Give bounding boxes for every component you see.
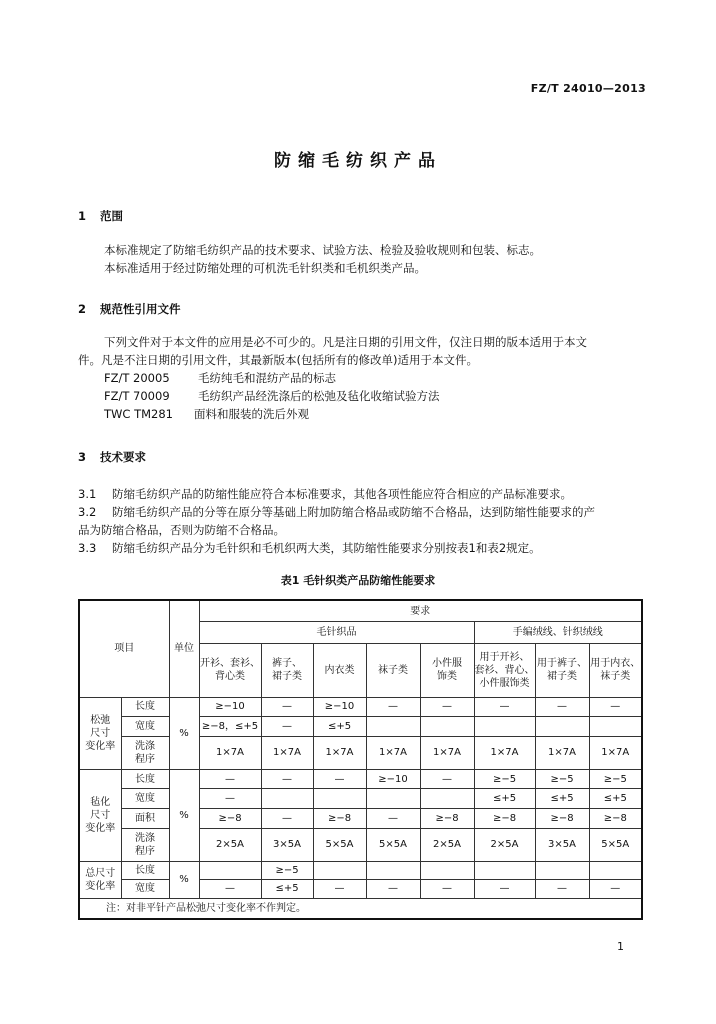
table-row [79, 861, 642, 880]
table-row [79, 697, 642, 717]
table-cell: — [474, 880, 535, 899]
table-cell: ≥−8 [589, 808, 642, 828]
group-header: 毛针织品 [199, 622, 474, 644]
table-cell: — [420, 880, 474, 899]
table-cell: ≤+5 [261, 880, 313, 899]
table-cell: — [474, 697, 535, 717]
line: 内衣类 [324, 664, 355, 676]
clause [78, 486, 572, 502]
row-label [121, 736, 169, 769]
row-label: 面积 [121, 808, 169, 828]
paragraph: 下列文件对于本文件的应用是必不可少的。凡是注日期的引用文件，仅注日期的版本适用于本文 [104, 335, 587, 349]
row-label: 长度 [121, 697, 169, 717]
reference-name: 毛纺纯毛和混纺产品的标志 [198, 371, 336, 385]
table-cell: 1×7A [366, 736, 420, 769]
reference-item [104, 387, 440, 405]
table-cell [366, 789, 420, 809]
line: 变化率 [85, 822, 116, 834]
page-title: 防缩毛纺织产品 [274, 151, 442, 171]
paragraph: 本标准适用于经过防缩处理的可机洗毛针织类和毛机织类产品。 [104, 261, 426, 275]
line: 开衫、套衫、 [200, 658, 260, 670]
reference-code: TWC TM281 [104, 407, 173, 421]
column-header [420, 643, 474, 697]
table-cell: ≥−5 [261, 861, 313, 880]
table-cell: ≤+5 [474, 789, 535, 809]
section-number: 2 [78, 302, 87, 316]
table-cell: 1×7A [535, 736, 589, 769]
line: 袜子类 [378, 664, 408, 676]
table-cell [420, 861, 474, 880]
table-cell: 2×5A [199, 828, 261, 861]
clause-text: 防缩毛纺织产品的分等在原分等基础上附加防缩合格品或防缩不合格品，达到防缩性能要求的产 [112, 505, 595, 519]
reference-code: FZ/T 20005 [104, 371, 170, 385]
line: 程序 [135, 753, 155, 765]
section-title: 技术要求 [100, 450, 146, 464]
section-3-heading [78, 449, 146, 465]
table-cell: — [261, 697, 313, 717]
line: 用于开衫、 [479, 651, 530, 663]
line: 程序 [135, 845, 155, 857]
clause-number: 3.1 [78, 487, 97, 501]
table-cell: 1×7A [420, 736, 474, 769]
row-label: 长度 [121, 861, 169, 880]
table-cell: — [589, 880, 642, 899]
table-cell: ≥−8 [313, 808, 366, 828]
note-row [79, 898, 642, 919]
table-cell: ≥−5 [474, 769, 535, 789]
line: 变化率 [85, 880, 116, 892]
section-1-heading [78, 208, 123, 224]
column-header [199, 643, 261, 697]
column-header [589, 643, 642, 697]
unit-header: 单位 [169, 600, 199, 697]
table-cell: 3×5A [535, 828, 589, 861]
table-cell: 1×7A [474, 736, 535, 769]
clause [78, 540, 541, 556]
table-cell [589, 717, 642, 737]
table-cell: 5×5A [589, 828, 642, 861]
table-cell [535, 861, 589, 880]
line: 总尺寸 [85, 867, 116, 879]
table-row [79, 828, 642, 861]
reference-name: 面料和服装的洗后外观 [194, 407, 309, 421]
table-cell [535, 717, 589, 737]
table-cell: ≥−5 [535, 769, 589, 789]
table-row [79, 880, 642, 899]
table-cell: 5×5A [366, 828, 420, 861]
line: 裙子类 [547, 671, 577, 683]
line: 变化率 [85, 740, 116, 752]
table-cell: — [199, 880, 261, 899]
table-cell: 2×5A [420, 828, 474, 861]
section-number: 3 [78, 450, 87, 464]
line: 饰类 [437, 671, 457, 683]
section-title: 规范性引用文件 [100, 302, 181, 316]
item-header: 项目 [79, 600, 169, 697]
clause [78, 504, 595, 520]
table-cell: — [589, 697, 642, 717]
paragraph: 本标准规定了防缩毛纺织产品的技术要求、试验方法、检验及验收规则和包装、标志。 [104, 243, 541, 257]
reference-item [104, 405, 309, 423]
table-cell [313, 789, 366, 809]
table-cell: — [261, 808, 313, 828]
table-cell: — [420, 697, 474, 717]
table-cell: ≥−10 [366, 769, 420, 789]
table-caption: 表1 毛针织类产品防缩性能要求 [280, 574, 436, 587]
clause-number: 3.3 [78, 541, 97, 555]
paragraph: 件。凡是不注日期的引用文件，其最新版本(包括所有的修改单)适用于本文件。 [78, 353, 478, 367]
table-cell: — [420, 769, 474, 789]
table-row [79, 736, 642, 769]
table-cell: 1×7A [261, 736, 313, 769]
table-cell: ≥−8 [474, 808, 535, 828]
group-header: 手编绒线、针织绒线 [474, 622, 642, 644]
column-header [261, 643, 313, 697]
table-cell: ≤+5 [313, 717, 366, 737]
column-header [313, 643, 366, 697]
standard-number: FZ/T 24010—2013 [530, 82, 646, 95]
table-cell [420, 789, 474, 809]
table-cell [199, 861, 261, 880]
table-cell [366, 717, 420, 737]
column-header [474, 643, 535, 697]
table-cell: ≥−8 [535, 808, 589, 828]
table-cell [313, 861, 366, 880]
row-label: 宽度 [121, 789, 169, 809]
page-number: 1 [617, 940, 624, 953]
table-cell: 5×5A [313, 828, 366, 861]
table-cell [261, 789, 313, 809]
table-cell [366, 861, 420, 880]
group-name [79, 697, 121, 769]
row-label: 宽度 [121, 880, 169, 899]
table-row [79, 808, 642, 828]
row-label [121, 828, 169, 861]
table-cell: — [366, 808, 420, 828]
line: 裙子类 [272, 671, 302, 683]
column-header [535, 643, 589, 697]
requirement-header: 要求 [199, 600, 642, 622]
line: 用于内衣、 [590, 658, 641, 670]
line: 袜子类 [600, 671, 631, 683]
table-cell: — [261, 717, 313, 737]
header-row [79, 600, 642, 622]
line: 毡化 [90, 796, 111, 808]
table-cell: — [535, 880, 589, 899]
table-cell: 3×5A [261, 828, 313, 861]
table-cell: ≥−10 [199, 697, 261, 717]
line: 小件服饰类 [479, 677, 530, 689]
table-cell: ≥−5 [589, 769, 642, 789]
table-cell: 1×7A [313, 736, 366, 769]
group-name [79, 769, 121, 861]
unit-cell: % [169, 769, 199, 861]
table-cell [474, 861, 535, 880]
table-cell [474, 717, 535, 737]
clause-continuation: 品为防缩合格品，否则为防缩不合格品。 [78, 523, 285, 537]
column-header [366, 643, 420, 697]
table-cell: — [261, 769, 313, 789]
table-row [79, 769, 642, 789]
table-row [79, 789, 642, 809]
table-cell: 2×5A [474, 828, 535, 861]
table-1 [78, 599, 643, 920]
line: 尺寸 [90, 727, 111, 739]
table-cell: 1×7A [589, 736, 642, 769]
table-row [79, 717, 642, 737]
line: 洗涤 [135, 832, 155, 844]
section-number: 1 [78, 209, 87, 223]
line: 洗涤 [135, 740, 155, 752]
line: 松弛 [90, 714, 111, 726]
table-cell: — [366, 880, 420, 899]
line: 用于裤子、 [537, 658, 587, 670]
section-title: 范围 [100, 209, 123, 223]
table-cell: — [313, 880, 366, 899]
reference-item [104, 369, 336, 387]
row-label: 长度 [121, 769, 169, 789]
clause-text: 防缩毛纺织产品分为毛针织和毛机织两大类，其防缩性能要求分别按表1和表2规定。 [112, 541, 541, 555]
clause-number: 3.2 [78, 505, 97, 519]
line: 小件服 [432, 658, 462, 670]
clause-text: 防缩毛纺织产品的防缩性能应符合本标准要求，其他各项性能应符合相应的产品标准要求。 [112, 487, 572, 501]
table-cell [589, 861, 642, 880]
table-cell: ≥−8，≤+5 [199, 717, 261, 737]
reference-code: FZ/T 70009 [104, 389, 170, 403]
table-cell: ≥−10 [313, 697, 366, 717]
table-cell: — [366, 697, 420, 717]
section-2-heading [78, 301, 181, 317]
line: 套衫、背心、 [474, 664, 535, 676]
unit-cell: % [169, 861, 199, 898]
line: 尺寸 [90, 809, 111, 821]
group-name [79, 861, 121, 898]
table-cell: ≤+5 [589, 789, 642, 809]
table-cell: ≥−8 [199, 808, 261, 828]
unit-cell: % [169, 697, 199, 769]
reference-name: 毛纺织产品经洗涤后的松弛及毡化收缩试验方法 [198, 389, 440, 403]
table-cell: ≥−8 [420, 808, 474, 828]
line: 裤子、 [272, 658, 302, 670]
table-cell: — [199, 789, 261, 809]
table-cell: — [199, 769, 261, 789]
table-note: 注：对非平针产品松弛尺寸变化率不作判定。 [79, 898, 642, 919]
table-cell: ≤+5 [535, 789, 589, 809]
table-cell [420, 717, 474, 737]
table-cell: — [535, 697, 589, 717]
table-cell: 1×7A [199, 736, 261, 769]
table-cell: — [313, 769, 366, 789]
row-label: 宽度 [121, 717, 169, 737]
line: 背心类 [215, 671, 245, 683]
